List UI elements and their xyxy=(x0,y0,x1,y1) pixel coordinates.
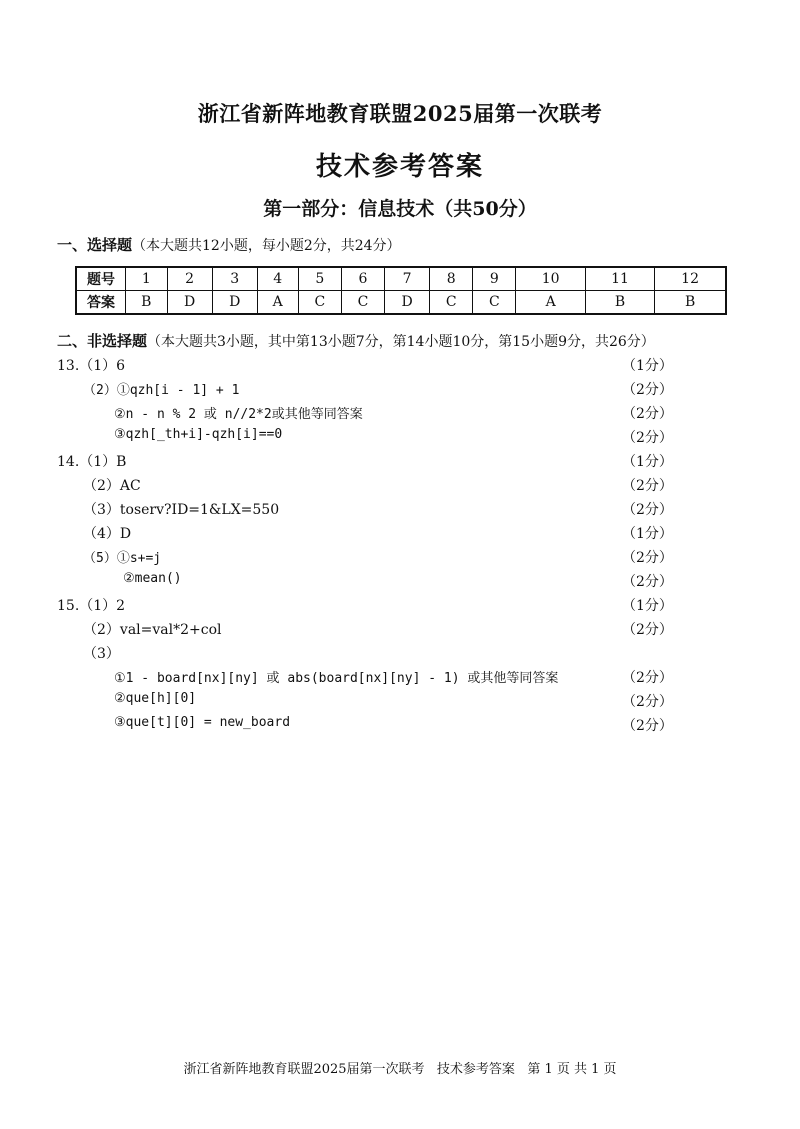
score-label: （2分） xyxy=(622,718,673,734)
question-number: 7 xyxy=(385,267,430,291)
answer-line: ②n - n % 2 或 n//2*2或其他等同答案 xyxy=(114,407,363,422)
question-number: 9 xyxy=(473,267,516,291)
choice-answer-table xyxy=(75,266,727,315)
answer-line: 14.（1）B xyxy=(57,454,127,470)
score-label: （1分） xyxy=(622,454,673,470)
score-label: （1分） xyxy=(622,526,673,542)
score-label: （2分） xyxy=(622,622,673,638)
row-label-number: 题号 xyxy=(76,267,126,291)
section-choice-title: 一、选择题 xyxy=(57,236,133,254)
question-number: 11 xyxy=(585,267,654,291)
question-number: 1 xyxy=(126,267,168,291)
document-subtitle: 技术参考答案 xyxy=(315,152,484,182)
answer-line: ②que[h][0] xyxy=(114,691,197,706)
score-label: （2分） xyxy=(622,670,673,686)
answer-row xyxy=(76,291,726,315)
score-label: （2分） xyxy=(622,406,673,422)
score-label: （1分） xyxy=(622,358,673,374)
section-open-title: 二、非选择题 xyxy=(57,332,148,350)
score-label: （2分） xyxy=(622,550,673,566)
answer-line: ③que[t][0] = new_board xyxy=(114,715,291,730)
answer-cell: B xyxy=(655,291,726,315)
part-heading: 第一部分：信息技术（共50分） xyxy=(263,198,537,220)
section-open-heading xyxy=(57,330,655,351)
answer-cell: D xyxy=(167,291,212,315)
answer-line: （2）val=val*2+col xyxy=(83,622,222,638)
answer-cell: C xyxy=(298,291,341,315)
score-label: （2分） xyxy=(622,430,673,446)
answer-cell: D xyxy=(385,291,430,315)
answer-line: （3） xyxy=(83,646,120,662)
answer-cell: C xyxy=(473,291,516,315)
answer-cell: C xyxy=(341,291,384,315)
score-label: （2分） xyxy=(622,694,673,710)
answer-cell: B xyxy=(585,291,654,315)
question-number: 2 xyxy=(167,267,212,291)
answer-line: ①1 - board[nx][ny] 或 abs(board[nx][ny] - 1) 或其他等同答案 xyxy=(114,671,559,686)
answer-line: ②mean() xyxy=(123,571,182,586)
answer-line: 15.（1）2 xyxy=(57,598,126,614)
score-label: （2分） xyxy=(622,478,673,494)
answer-line: （2）①qzh[i - 1] + 1 xyxy=(83,383,240,398)
answer-cell: A xyxy=(516,291,585,315)
page-footer: 浙江省新阵地教育联盟2025届第一次联考 技术参考答案 第 1 页 共 1 页 xyxy=(183,1062,617,1077)
question-number: 6 xyxy=(341,267,384,291)
answer-line: （5）①s+=j xyxy=(83,551,162,566)
score-label: （2分） xyxy=(622,382,673,398)
answer-line: ③qzh[_th+i]-qzh[i]==0 xyxy=(114,427,283,442)
question-number: 4 xyxy=(257,267,298,291)
score-label: （2分） xyxy=(622,502,673,518)
answer-line: （3）toserv?ID=1&LX=550 xyxy=(83,502,280,518)
answer-cell: A xyxy=(257,291,298,315)
question-number: 12 xyxy=(655,267,726,291)
section-choice-heading xyxy=(57,234,401,255)
answer-cell: C xyxy=(430,291,473,315)
answer-cell: D xyxy=(212,291,257,315)
answer-line: （4）D xyxy=(83,526,132,542)
question-number: 10 xyxy=(516,267,585,291)
question-number: 3 xyxy=(212,267,257,291)
row-label-answer: 答案 xyxy=(76,291,126,315)
section-choice-note: （本大题共12小题，每小题2分，共24分） xyxy=(132,238,401,254)
question-number-row xyxy=(76,267,726,291)
exam-title: 浙江省新阵地教育联盟2025届第一次联考 xyxy=(197,101,603,126)
score-label: （2分） xyxy=(622,574,673,590)
section-open-note: （本大题共3小题，其中第13小题7分，第14小题10分，第15小题9分，共26分） xyxy=(147,334,655,350)
question-number: 5 xyxy=(298,267,341,291)
score-label: （1分） xyxy=(622,598,673,614)
answer-cell: B xyxy=(126,291,168,315)
answer-line: （2）AC xyxy=(83,478,141,494)
question-number: 8 xyxy=(430,267,473,291)
answer-line: 13.（1）6 xyxy=(57,358,126,374)
